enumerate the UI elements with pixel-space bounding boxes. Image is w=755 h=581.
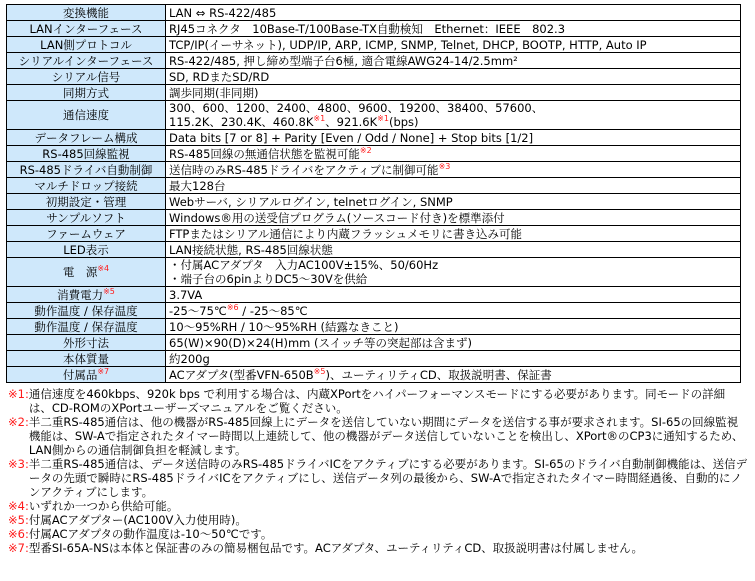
footnote: [8, 387, 748, 415]
footnote-marker: ※4:: [8, 499, 29, 513]
spec-value-text: 115.2K、230.4K、460.8K: [169, 115, 314, 129]
spec-value-text: (bps): [388, 115, 419, 129]
footnote-marker: ※7:: [8, 541, 29, 555]
spec-value-text: 調歩同期(非同期): [169, 85, 259, 100]
spec-label-text: 初期設定・管理: [45, 194, 127, 209]
spec-value-text: TCP/IP(イーサネット), UDP/IP, ARP, ICMP, SNMP, Telnet, DHCP, BOOTP, HTTP, Auto IP: [169, 37, 647, 52]
spec-label-text: LANインターフェース: [29, 21, 143, 36]
spec-label: [7, 5, 166, 21]
spec-label: [7, 210, 166, 226]
footnote-text: 半二重RS-485通信は、他の機器がRS-485回線上にデータを送信していない期間にデータを送信する事が要求されます。SI-65の回線監視機能は、SW-Aで指定されたタイマー時間以上連続して、他の機器がデータ送信していないことを検出し、XPort®のCP3に通知するため、LAN側からの通信制御負担を軽減します。: [28, 415, 744, 457]
footnote-marker: ※5:: [8, 513, 29, 527]
spec-value-text: Webサーバ, シリアルログイン, telnetログイン, SNMP: [169, 194, 453, 209]
spec-value: [166, 85, 741, 101]
spec-row: [7, 367, 741, 383]
footnote-marker: ※6:: [8, 527, 29, 541]
footnote-marker: ※1:: [8, 387, 29, 401]
spec-label: [7, 37, 166, 53]
spec-row: [7, 258, 741, 287]
spec-label-text: 動作温度 / 保存温度: [34, 319, 138, 334]
spec-label: [7, 194, 166, 210]
spec-value-text: 、921.6K: [325, 115, 378, 129]
spec-label: [7, 21, 166, 37]
spec-label-text: データフレーム構成: [34, 130, 138, 145]
footnote: [8, 457, 748, 499]
spec-value: [166, 287, 741, 303]
spec-row: [7, 303, 741, 319]
spec-value: [166, 210, 741, 226]
spec-label: [7, 367, 166, 383]
footnote-marker: ※2:: [8, 415, 29, 429]
spec-row: [7, 146, 741, 162]
spec-row: [7, 319, 741, 335]
spec-label: [7, 242, 166, 258]
footnote-marker: ※3:: [8, 457, 29, 471]
spec-row: [7, 210, 741, 226]
spec-value-text: )、ユーティリティCD、取扱説明書、保証書: [325, 367, 552, 382]
footnote-mark: ※5: [313, 366, 326, 376]
spec-value-line: [169, 272, 737, 286]
spec-value-line: [169, 258, 737, 272]
spec-value: [166, 101, 741, 130]
spec-row: [7, 37, 741, 53]
spec-label-text: 消費電力: [57, 287, 104, 302]
spec-label: [7, 85, 166, 101]
spec-label: [7, 319, 166, 335]
footnote-text: 付属ACアダプタの動作温度は-10～50℃です。: [28, 527, 273, 541]
spec-label-text: 本体質量: [63, 351, 109, 366]
spec-value-text: 300、600、1200、2400、4800、9600、19200、38400、57600、: [169, 101, 544, 115]
spec-value-text: 最大128台: [169, 178, 226, 193]
spec-value-text: 3.7VA: [169, 287, 203, 302]
spec-row: [7, 194, 741, 210]
footnote-text: 型番SI-65A-NSは本体と保証書のみの簡易梱包品です。ACアダプタ、ユーティリティCD、取扱説明書は付属しません。: [28, 541, 643, 555]
spec-label-text: 同期方式: [63, 85, 109, 100]
spec-value-text: Data bits [7 or 8] + Parity [Even / Odd / None] + Stop bits [1/2]: [169, 130, 534, 145]
spec-row: [7, 287, 741, 303]
spec-value-text: 10～95%RH / 10～95%RH (結露なきこと): [169, 319, 399, 334]
spec-label-text: LAN側プロトコル: [40, 37, 132, 52]
footnote-mark: ※7: [97, 366, 110, 376]
spec-row: [7, 85, 741, 101]
spec-label: [7, 351, 166, 367]
spec-value-text: ・付属ACアダプタ 入力AC100V±15%、50/60Hz: [169, 258, 439, 272]
spec-value: [166, 21, 741, 37]
spec-row: [7, 335, 741, 351]
spec-label: [7, 287, 166, 303]
footnote-mark: ※2: [359, 145, 372, 155]
footnote-text: いずれか一つから供給可能。: [28, 499, 179, 513]
spec-row: [7, 53, 741, 69]
spec-value: [166, 130, 741, 146]
spec-label-text: 外形寸法: [63, 335, 109, 350]
footnote-mark: ※4: [97, 264, 110, 274]
spec-row: [7, 162, 741, 178]
spec-value-text: 約200g: [169, 351, 210, 366]
spec-value-text: RS-485回線の無通信状態を監視可能: [169, 146, 360, 161]
spec-value: [166, 53, 741, 69]
footnote-mark: ※1: [377, 114, 389, 124]
spec-value: [166, 69, 741, 85]
spec-value: [166, 351, 741, 367]
spec-table: [6, 4, 741, 383]
spec-value-text: 送信時のみRS-485ドライバをアクティブに制御可能: [169, 162, 439, 177]
spec-label: [7, 69, 166, 85]
spec-label-text: サンプルソフト: [46, 210, 126, 225]
spec-value: [166, 242, 741, 258]
footnote-mark: ※5: [103, 286, 115, 296]
spec-value-text: -25～75℃: [169, 303, 227, 318]
spec-value-text: 65(W)×90(D)×24(H)mm (スイッチ等の突起部は含まず): [169, 335, 473, 350]
spec-table-body: [7, 5, 741, 383]
spec-value: [166, 367, 741, 383]
spec-value: [166, 303, 741, 319]
spec-label-text: RS-485回線監視: [42, 146, 130, 161]
spec-label: [7, 130, 166, 146]
spec-label-text: シリアル信号: [51, 69, 121, 84]
spec-value-text: FTPまたはシリアル通信により内蔵フラッシュメモリに書き込み可能: [169, 226, 522, 241]
spec-value-text: / -25～85℃: [238, 303, 308, 318]
spec-value-text: LAN接続状態, RS-485回線状態: [169, 242, 333, 257]
spec-value: [166, 226, 741, 242]
spec-value: [166, 319, 741, 335]
spec-value-text: LAN ⇔ RS-422/485: [169, 5, 277, 20]
footnote-text: 付属ACアダプター(AC100V入力使用時)。: [28, 513, 247, 527]
spec-label: [7, 335, 166, 351]
spec-value: [166, 178, 741, 194]
spec-value-text: RJ45コネクタ 10Base-T/100Base-TX自動検知 Ethernet：IEEE 802.3: [169, 21, 566, 36]
spec-label: [7, 258, 166, 287]
spec-label: [7, 101, 166, 130]
spec-value-text: ACアダプタ(型番VFN-650B: [169, 367, 314, 382]
footnotes: [8, 387, 748, 555]
footnote-mark: ※1: [313, 114, 326, 124]
spec-label-text: マルチドロップ接続: [34, 178, 138, 193]
spec-row: [7, 69, 741, 85]
spec-value: [166, 258, 741, 287]
footnote-text: 半二重RS-485通信は、データ送信時のみRS-485ドライバICをアクティブにする必要があります。SI-65のドライバ自動制御機能は、送信データの先頭で瞬時にRS-485ドライバICをアクティブにし、送信データ列の最後から、SW-Aで指定されたタイマー時間経過後、自動的にノンアクティブにします。: [28, 457, 748, 499]
spec-value-line: [169, 101, 737, 115]
spec-label: [7, 146, 166, 162]
footnote-mark: ※6: [226, 302, 239, 312]
footnote: [8, 415, 748, 457]
spec-label: [7, 226, 166, 242]
spec-label-text: 電 源: [62, 265, 98, 279]
footnote-mark: ※3: [438, 161, 451, 171]
spec-value-text: RS-422/485, 押し締め型端子台6極, 適合電線AWG24-14/2.5mm²: [169, 53, 518, 68]
spec-row: [7, 178, 741, 194]
footnote: [8, 499, 748, 513]
spec-value: [166, 5, 741, 21]
spec-label-text: LED表示: [63, 242, 109, 257]
spec-value-text: ・端子台の6pinよりDC5～30Vを供給: [169, 272, 368, 286]
spec-value-text: Windows®用の送受信プログラム(ソースコード付き)を標準添付: [169, 210, 505, 225]
footnote-text: 通信速度を460kbps、920k bps で利用する場合は、内蔵XPortをハイパーフォーマンスモードにする必要があります。同モードの詳細は、CD-ROMのXPortユーザーズマニュアルをご覧ください。: [28, 387, 726, 415]
spec-row: [7, 226, 741, 242]
spec-row: [7, 242, 741, 258]
spec-value: [166, 37, 741, 53]
spec-label-text: 変換機能: [63, 5, 109, 20]
spec-row: [7, 351, 741, 367]
spec-label-text: RS-485ドライバ自動制御: [19, 162, 153, 177]
spec-value-line: [169, 115, 737, 129]
spec-label-text: 付属品: [62, 367, 98, 382]
footnote: [8, 541, 748, 555]
spec-label: [7, 303, 166, 319]
spec-row: [7, 101, 741, 130]
spec-value: [166, 162, 741, 178]
spec-label: [7, 53, 166, 69]
spec-value: [166, 146, 741, 162]
spec-row: [7, 130, 741, 146]
spec-label: [7, 178, 166, 194]
spec-value: [166, 194, 741, 210]
spec-label-text: 動作温度 / 保存温度: [34, 303, 138, 318]
spec-row: [7, 21, 741, 37]
spec-value: [166, 335, 741, 351]
spec-value-text: SD, RDまたSD/RD: [169, 69, 270, 84]
spec-label-text: 通信速度: [63, 108, 109, 122]
spec-label: [7, 162, 166, 178]
spec-row: [7, 5, 741, 21]
spec-label-text: ファームウェア: [46, 226, 126, 241]
footnote: [8, 513, 748, 527]
spec-label-text: シリアルインターフェース: [18, 53, 154, 68]
footnote: [8, 527, 748, 541]
